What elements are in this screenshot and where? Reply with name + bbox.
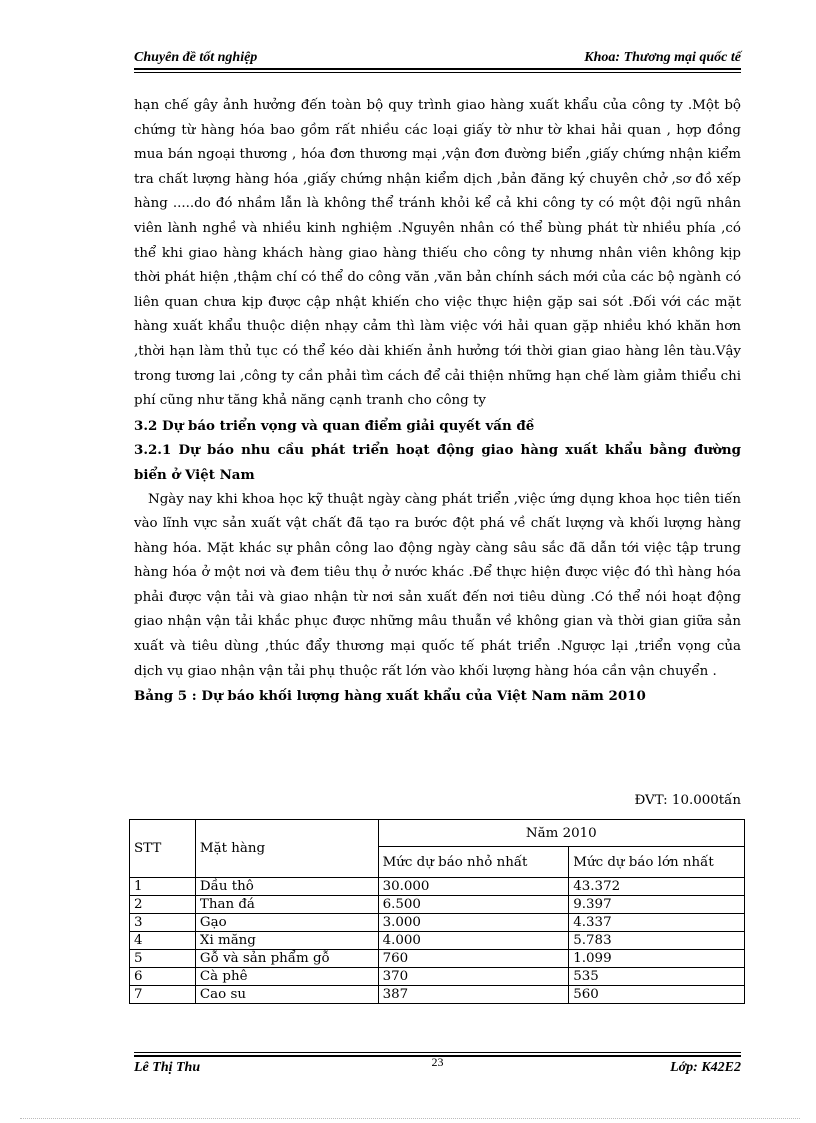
- table-row: [130, 986, 745, 1004]
- cell-max: 535: [569, 968, 745, 986]
- table-row: [130, 914, 745, 932]
- header-faculty: Khoa: Thương mại quốc tế: [584, 50, 741, 65]
- header-rule-thin: [134, 72, 741, 73]
- cell-max: 4.337: [569, 914, 745, 932]
- paragraph-2: Ngày nay khi khoa học kỹ thuật ngày càng phát triển ,việc ứng dụng khoa học tiên tiến vào lĩnh vực sản xuất vật chất đã tạo ra bước đột phá về chất lượng và khối lượng hàng hàng hóa. Mặt khác sự phân công lao động ngày càng sâu sắc đã dẫn tới việc tập trung hàng hóa ở một nơi và đem tiêu thụ ở nước khác .Để thực hiện được việc đó thì hàng hóa phải được vận tải và giao nhận từ nơi sản xuất đến nơi tiêu dùng .Có thể nói hoạt động giao nhận vận tải khắc phục được những mâu thuẫn về không gian và thời gian giữa sản xuất và tiêu dùng ,thúc đẩy thương mại quốc tế phát triển .Ngược lại ,triển vọng của dịch vụ giao nhận vận tải phụ thuộc rất lớn vào khối lượng hàng hóa cần vận chuyển .: [134, 491, 741, 679]
- header-min: Mức dự báo nhỏ nhất: [378, 847, 569, 878]
- cell-item: Cao su: [195, 986, 378, 1004]
- page-bottom-dotted-rule: [20, 1118, 800, 1119]
- table-row: [130, 932, 745, 950]
- table-unit: ĐVT: 10.000tấn: [634, 793, 741, 808]
- page-footer: [134, 1055, 741, 1080]
- table-header-row: [130, 820, 745, 847]
- cell-max: 43.372: [569, 878, 745, 896]
- cell-max: 9.397: [569, 896, 745, 914]
- header-thesis-title: Chuyên đề tốt nghiệp: [134, 50, 258, 65]
- header-stt: STT: [130, 820, 196, 878]
- cell-stt: 4: [130, 932, 196, 950]
- cell-min: 6.500: [378, 896, 569, 914]
- footer-class: Lớp: K42E2: [670, 1060, 741, 1075]
- cell-item: Gạo: [195, 914, 378, 932]
- page-header: [134, 48, 741, 68]
- cell-item: Dầu thô: [195, 878, 378, 896]
- header-item: Mặt hàng: [195, 820, 378, 878]
- cell-min: 760: [378, 950, 569, 968]
- footer-rule-thin: [134, 1052, 741, 1053]
- heading-3-2-1: 3.2.1 Dự báo nhu cầu phát triển hoạt động giao hàng xuất khẩu bằng đường biển ở Việt Nam: [134, 442, 741, 483]
- cell-item: Cà phê: [195, 968, 378, 986]
- cell-stt: 5: [130, 950, 196, 968]
- page-number: 23: [431, 1055, 444, 1069]
- cell-min: 4.000: [378, 932, 569, 950]
- heading-3-2: 3.2 Dự báo triển vọng và quan điểm giải quyết vấn đề: [134, 417, 535, 434]
- cell-stt: 7: [130, 986, 196, 1004]
- table-caption: Bảng 5 : Dự báo khối lượng hàng xuất khẩu của Việt Nam năm 2010: [134, 688, 646, 705]
- cell-min: 30.000: [378, 878, 569, 896]
- cell-min: 3.000: [378, 914, 569, 932]
- table-row: [130, 878, 745, 896]
- cell-item: Xi măng: [195, 932, 378, 950]
- table-row: [130, 950, 745, 968]
- table-row: [130, 896, 745, 914]
- paragraph-1: hạn chế gây ảnh hưởng đến toàn bộ quy trình giao hàng xuất khẩu của công ty .Một bộ chứng từ hàng hóa bao gồm rất nhiều các loại giấy tờ như tờ khai hải quan , hợp đồng mua bán ngoại thương , hóa đơn thương mại ,vận đơn đường biển ,giấy chứng nhận kiểm tra chất lượng hàng hóa ,giấy chứng nhận kiểm dịch ,bản đăng ký chuyên chở ,sơ đồ xếp hàng .....do đó nhầm lẫn là không thể tránh khỏi kể cả khi công ty có một đội ngũ nhân viên lành nghề và nhiều kinh nghiệm .Nguyên nhân có thể bùng phát từ nhiều phía ,có thể khi giao hàng khách hàng giao hàng thiếu cho công ty nhưng nhân viên không kịp thời phát hiện ,thậm chí có thể do công văn ,văn bản chính sách mới của các bộ ngành có liên quan chưa kịp được cập nhật khiến cho việc thực hiện gặp sai sót .Đối với các mặt hàng xuất khẩu thuộc diện nhạy cảm thì làm việc với hải quan gặp nhiều khó khăn hơn ,thời hạn làm thủ tục có thể kéo dài khiến ảnh hưởng tới thời gian giao hàng lên tàu.Vậy trong tương lai ,công ty cần phải tìm cách để cải thiện những hạn chế làm giảm thiểu chi phí cũng như tăng khả năng cạnh tranh cho công ty: [134, 98, 741, 409]
- cell-max: 1.099: [569, 950, 745, 968]
- cell-max: 560: [569, 986, 745, 1004]
- table-row: [130, 968, 745, 986]
- body-text: [134, 94, 741, 709]
- header-max: Mức dự báo lớn nhất: [569, 847, 745, 878]
- cell-min: 387: [378, 986, 569, 1004]
- cell-max: 5.783: [569, 932, 745, 950]
- cell-stt: 1: [130, 878, 196, 896]
- header-rule: [134, 68, 741, 70]
- cell-stt: 6: [130, 968, 196, 986]
- header-year: Năm 2010: [378, 820, 744, 847]
- cell-item: Than đá: [195, 896, 378, 914]
- cell-stt: 3: [130, 914, 196, 932]
- cell-min: 370: [378, 968, 569, 986]
- cell-item: Gỗ và sản phẩm gỗ: [195, 950, 378, 968]
- footer-author: Lê Thị Thu: [134, 1060, 201, 1075]
- cell-stt: 2: [130, 896, 196, 914]
- export-forecast-table: [129, 819, 745, 1004]
